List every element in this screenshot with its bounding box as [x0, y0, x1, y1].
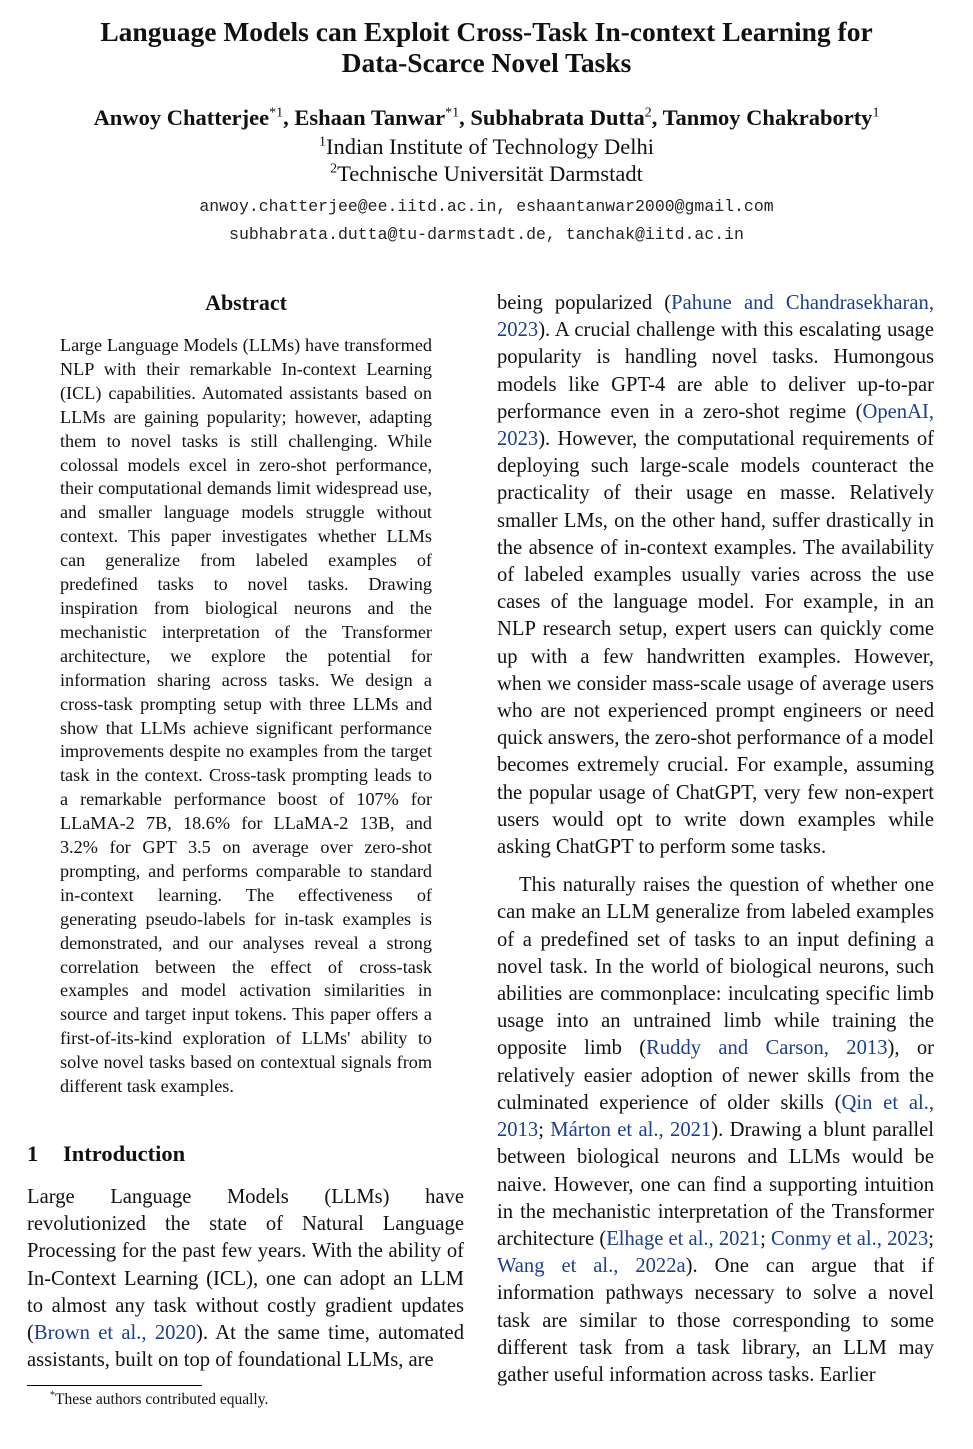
intro-text: ). One can argue that if information pathways necessary to solve a novel task are similar to those corresponding to some different task from a task library, an LLM may gather useful information across tasks. Earlier [497, 1255, 934, 1386]
affiliation-name: Indian Institute of Technology Delhi [326, 134, 654, 159]
section-number: 1 [27, 1141, 39, 1166]
author-sup: *1 [269, 105, 284, 121]
author-sup: 2 [644, 105, 652, 121]
intro-text: being popularized ( [497, 292, 672, 314]
intro-text: ; [760, 1227, 771, 1250]
intro-text: ; [538, 1119, 551, 1142]
citation-link[interactable]: Wang et al., 2022a [497, 1255, 686, 1278]
section-title: Introduction [63, 1141, 186, 1166]
intro-paragraph-1 [497, 290, 934, 861]
intro-text: ). A crucial challenge with this escalating usage popularity is handling novel tasks. Humongous models like GPT-4 are able to deliver up-to-par performance even in a zero-shot regime ( [497, 319, 934, 423]
intro-paragraph-2 [497, 872, 934, 1389]
intro-text: Large Language Models (LLMs) have revolutionized the state of Natural Language Processing for the past few years. With the ability of In-Context Learning (ICL), one can adopt an LLM to almost any task without costly gradient updates ( [27, 1186, 464, 1345]
intro-text: This naturally raises the question of whether one can make an LLM generalize from labeled examples of a predefined set of tasks to an input defining a novel task. In the world of biological neurons, such abilities are commonplace: inculcating specific limb usage into an untrained limb while training the opposite limb ( [497, 874, 934, 1060]
author-name: Anwoy Chatterjee [93, 105, 270, 130]
citation-link[interactable]: Ruddy and Carson, 2013 [646, 1037, 888, 1060]
abstract-heading: Abstract [205, 290, 287, 315]
abstract-text: Large Language Models (LLMs) have transformed NLP with their remarkable In-context Learning (ICL) capabilities. Automated assistants based on LLMs are gaining popularity; however, adapting them to novel tasks is still challenging. While colossal models excel in zero-shot performance, their computational demands limit widespread use, and smaller language models struggle without context. This paper investigates whether LLMs can generalize from labeled examples of predefined tasks to novel tasks. Drawing inspiration from biological neurons and the mechanistic interpretation of the Transformer architecture, we explore the potential for information sharing across tasks. We design a cross-task prompting setup with three LLMs and show that LLMs achieve significant performance improvements despite no examples from the target task in the context. Cross-task prompting leads to a remarkable performance boost of 107% for LLaMA-2 7B, 18.6% for LLaMA-2 13B, and 3.2% for GPT 3.5 on average over zero-shot prompting, and performs comparable to standard in-context learning. The effectiveness of generating pseudo-labels for in-task examples is demonstrated, and our analyses reveal a strong correlation between the effect of cross-task examples and model activation similarities in source and target input tokens. This paper offers a first-of-its-kind exploration of LLMs' ability to solve novel tasks based on contextual signals from different task examples. [60, 335, 432, 1097]
affiliation-sup: 1 [319, 134, 327, 150]
footnote-text: These authors contributed equally. [55, 1391, 269, 1409]
intro-text: ). At the same time, automated assistants, built on top of foundational LLMs, are [27, 1322, 464, 1372]
author-list: Anwoy Chatterjee$^{*1}$, Eshaan Tanwar$^{*1}$, Subhabrata Dutta$^2$, Tanmoy Chakraborty$^1$ [93, 105, 880, 130]
title-line-2: Data-Scarce Novel Tasks [341, 47, 632, 78]
intro-text: ), or relatively easier adoption of newer skills from the culminated experience of older skills ( [497, 1037, 935, 1114]
footnote-divider [27, 1385, 202, 1386]
author-name: Subhabrata Dutta [470, 105, 645, 130]
author-name: Eshaan Tanwar [294, 105, 446, 130]
paper-title [0, 16, 973, 78]
footnote-mark: * [50, 1390, 55, 1401]
citation-link[interactable]: Elhage et al., 2021 [606, 1227, 761, 1250]
author-sup: 1 [872, 105, 880, 121]
intro-right-column [497, 290, 934, 1389]
title-line-1: Language Models can Exploit Cross-Task In-context Learning for [100, 16, 873, 47]
intro-left-column [27, 1184, 464, 1374]
affiliation-2 [0, 161, 973, 187]
affiliation-sup: 2 [330, 161, 338, 177]
citation-link[interactable]: Márton et al., 2021 [550, 1119, 712, 1142]
affiliation-1 [0, 134, 973, 160]
email-line-2: subhabrata.dutta@tu-darmstadt.de, tanchak@iitd.ac.in [229, 225, 744, 244]
citation-link[interactable]: Qin et al., 2013 [497, 1091, 934, 1142]
citation-link[interactable]: Pahune and Chandrasekharan, 2023 [497, 292, 934, 342]
citation-link[interactable]: OpenAI, 2023 [497, 400, 934, 451]
citation-link[interactable]: Conmy et al., 2023 [770, 1227, 929, 1250]
intro-text: ; [928, 1227, 935, 1250]
citation-link[interactable]: Brown et al., 2020 [33, 1322, 197, 1345]
intro-text: ). Drawing a blunt parallel between biological neurons and LLMs would be naive. However, one can find a supporting intuition in the mechanistic interpretation of the Transformer architecture ( [497, 1119, 934, 1250]
section-heading-introduction [27, 1141, 185, 1167]
affiliation-name: Technische Universität Darmstadt [337, 161, 643, 186]
footnote [50, 1390, 268, 1409]
email-line-1: anwoy.chatterjee@ee.iitd.ac.in, eshaantanwar2000@gmail.com [199, 197, 774, 216]
intro-text: ). However, the computational requirements of deploying such large-scale models counteract the practicality of their usage en masse. Relatively smaller LMs, on the other hand, suffer drastically in the absence of in-context examples. The availability of labeled examples usually varies across the use cases of the language model. For example, in an NLP research setup, expert users can quickly come up with a few handwritten examples. However, when we consider mass-scale usage of average users who are not experienced prompt engineers or need quick answers, the zero-shot performance of a model becomes extremely crucial. For example, assuming the popular usage of ChatGPT, very few non-expert users would opt to write down examples while asking ChatGPT to perform some tasks. [497, 428, 934, 859]
author-name: Tanmoy Chakraborty [662, 105, 873, 130]
author-sup: *1 [445, 105, 460, 121]
